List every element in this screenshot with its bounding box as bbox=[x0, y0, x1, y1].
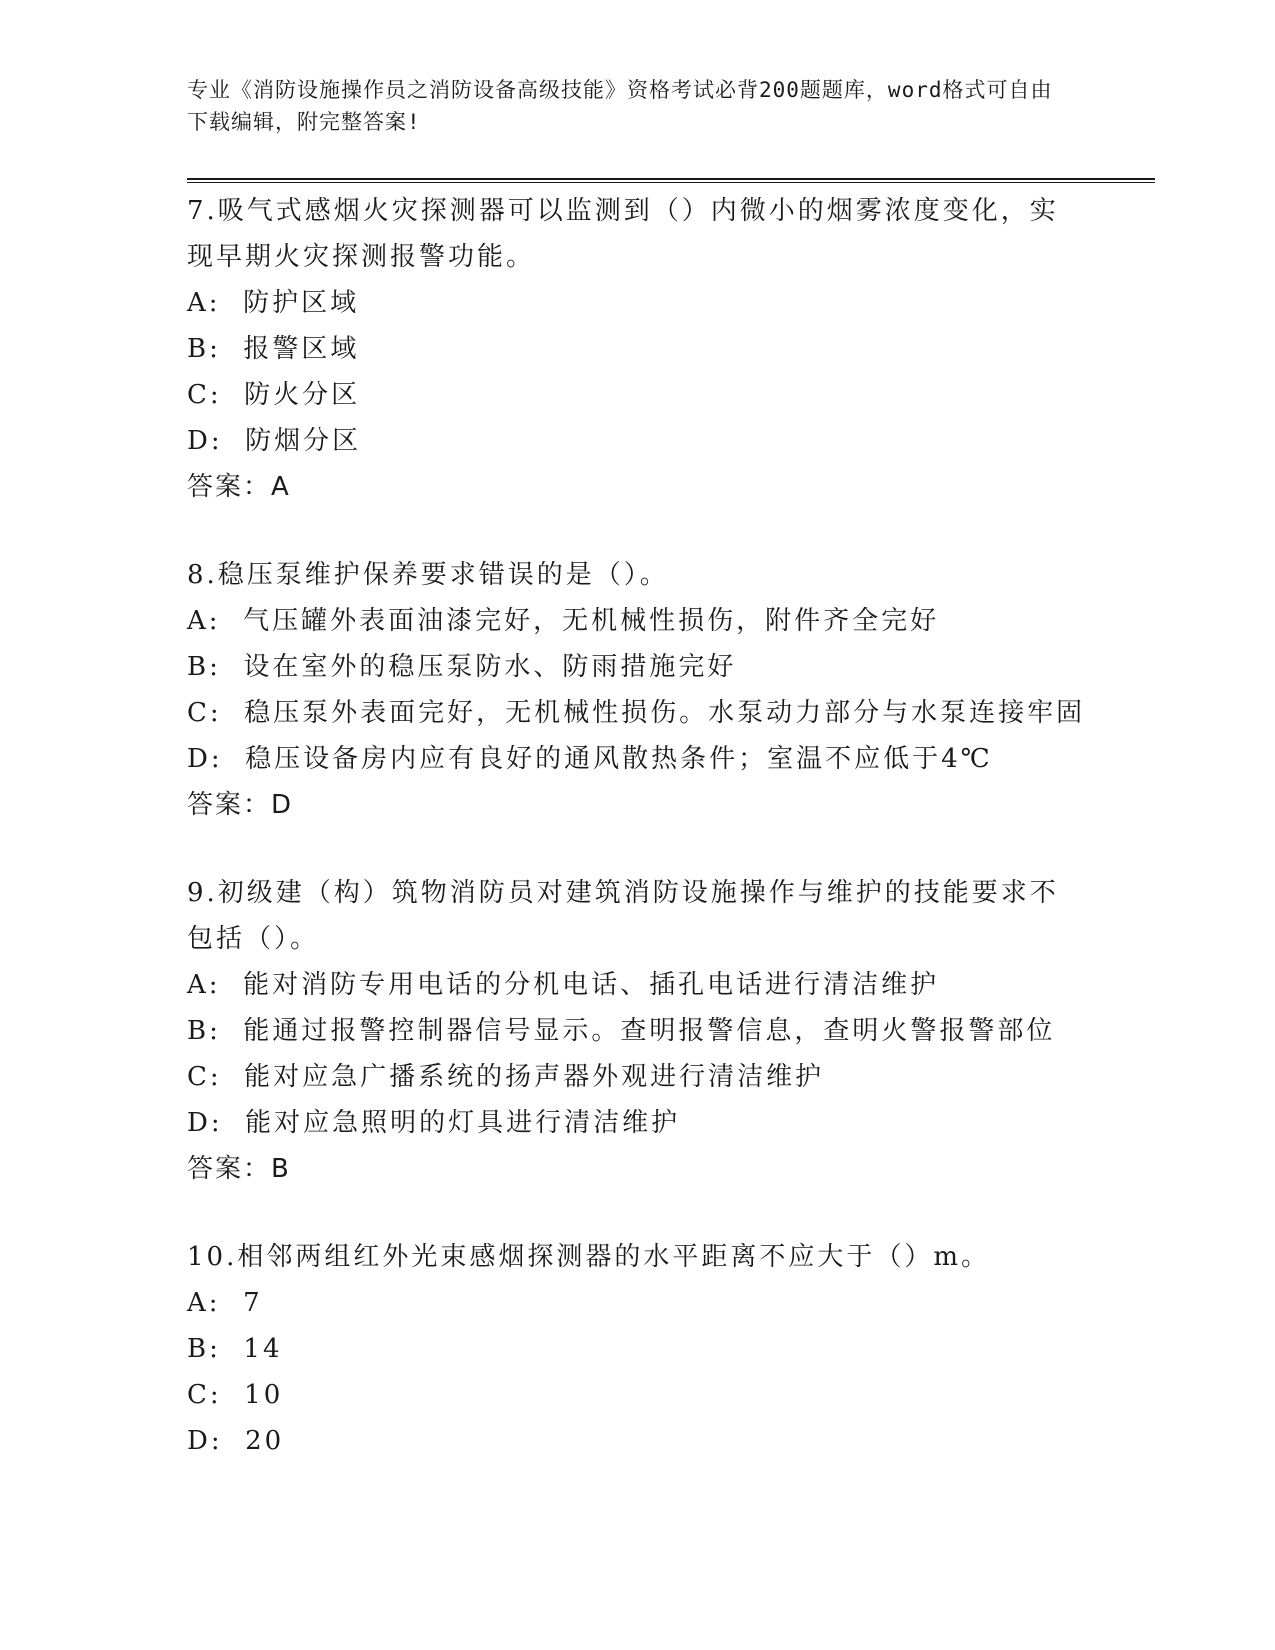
option-c: C: 能对应急广播系统的扬声器外观进行清洁维护 bbox=[187, 1062, 825, 1092]
question-list bbox=[187, 188, 1087, 1464]
option-b: B: 14 bbox=[187, 1334, 283, 1364]
option-a: A: 能对消防专用电话的分机电话、插孔电话进行清洁维护 bbox=[187, 970, 940, 1000]
header-divider bbox=[187, 178, 1155, 183]
option-a: A: 气压罐外表面油漆完好，无机械性损伤，附件齐全完好 bbox=[187, 606, 940, 636]
option-b: B: 报警区域 bbox=[187, 334, 360, 364]
option-d: D: 防烟分区 bbox=[187, 426, 362, 456]
option-a: A: 防护区域 bbox=[187, 288, 360, 318]
question-stem: 8.稳压泵维护保养要求错误的是（）。 bbox=[187, 560, 669, 590]
document-header: 专业《消防设施操作员之消防设备高级技能》资格考试必背200题题库，word格式可自由下载编辑，附完整答案! bbox=[187, 78, 1053, 134]
option-a: A: 7 bbox=[187, 1288, 263, 1318]
answer-line: 答案：A bbox=[187, 472, 291, 502]
option-c: C: 防火分区 bbox=[187, 380, 361, 410]
answer-line: 答案：B bbox=[187, 1154, 291, 1184]
question-stem: 10.相邻两组红外光束感烟探测器的水平距离不应大于（）m。 bbox=[187, 1242, 991, 1272]
question-stem: 9.初级建（构）筑物消防员对建筑消防设施操作与维护的技能要求不包括（）。 bbox=[187, 878, 1059, 954]
option-d: D: 能对应急照明的灯具进行清洁维护 bbox=[187, 1108, 681, 1138]
question-spacer bbox=[187, 510, 1087, 552]
question-stem: 7.吸气式感烟火灾探测器可以监测到（）内微小的烟雾浓度变化，实现早期火灾探测报警功能。 bbox=[187, 196, 1059, 272]
question-spacer bbox=[187, 828, 1087, 870]
answer-line: 答案：D bbox=[187, 790, 294, 820]
question-8 bbox=[187, 552, 1087, 828]
option-c: C: 稳压泵外表面完好，无机械性损伤。水泵动力部分与水泵连接牢固 bbox=[187, 698, 1086, 728]
question-spacer bbox=[187, 1192, 1087, 1234]
option-d: D: 稳压设备房内应有良好的通风散热条件；室温不应低于4℃ bbox=[187, 744, 993, 774]
option-c: C: 10 bbox=[187, 1380, 284, 1410]
option-b: B: 设在室外的稳压泵防水、防雨措施完好 bbox=[187, 652, 737, 682]
option-b: B: 能通过报警控制器信号显示。查明报警信息，查明火警报警部位 bbox=[187, 1016, 1056, 1046]
question-9 bbox=[187, 870, 1087, 1192]
question-7 bbox=[187, 188, 1087, 510]
question-10 bbox=[187, 1234, 1087, 1464]
option-d: D: 20 bbox=[187, 1426, 285, 1456]
